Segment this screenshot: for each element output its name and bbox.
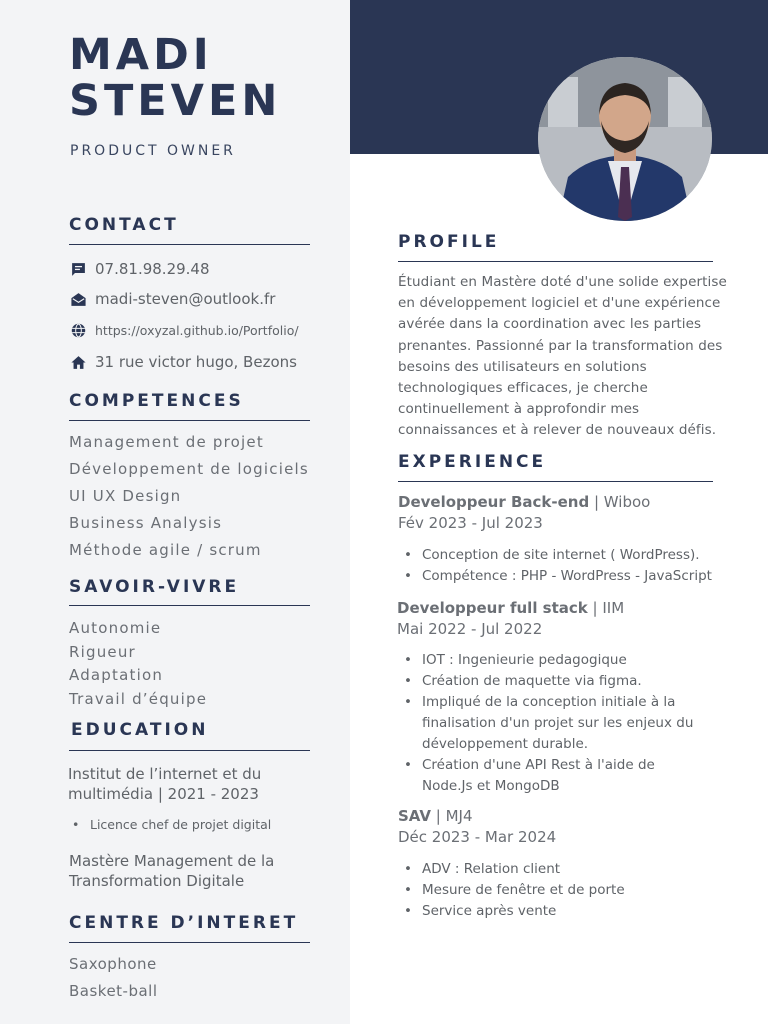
education-master (69, 851, 274, 891)
job-title: Developpeur full stack (397, 599, 588, 617)
first-name: MADI (69, 30, 213, 80)
contact-phone[interactable] (69, 260, 210, 278)
job-title: Developpeur Back-end (398, 493, 590, 511)
job-bullet: • ADV : Relation client (398, 859, 625, 880)
website-text: https://oxyzal.github.io/Portfolio/ (95, 322, 299, 338)
email-text: madi-steven@outlook.fr (95, 290, 276, 308)
contact-website[interactable] (69, 321, 299, 339)
education-bullet: • Licence chef de projet digital (66, 816, 271, 834)
contact-heading: CONTACT (69, 215, 179, 235)
profile-line: prenantes. Passionné par la transformation des (398, 337, 723, 354)
savoir-vivre-list (69, 619, 207, 713)
home-icon (69, 353, 87, 371)
job-bullet: • Mesure de fenêtre et de porte (398, 880, 625, 901)
job-title: PRODUCT OWNER (70, 143, 236, 159)
job-bullet-line: finalisation d'un projet sur les enjeux du (422, 715, 694, 731)
job-bullet (398, 692, 693, 755)
job-header (398, 492, 650, 534)
job-bullet-line: Impliqué de la conception initiale à la (422, 694, 676, 710)
job-header (397, 598, 624, 640)
savoir-vivre-item: Autonomie (69, 619, 162, 637)
interest-item: Basket-ball (69, 982, 158, 1000)
job-company: | IIM (587, 599, 625, 617)
competences-divider (69, 420, 310, 421)
job-bullet: • Service après vente (398, 901, 625, 922)
education-divider (69, 750, 310, 751)
profile-line: avérée dans la coordination avec les parties (398, 316, 702, 333)
profile-heading: PROFILE (398, 232, 500, 252)
competences-heading: COMPETENCES (69, 391, 244, 411)
job-dates: Fév 2023 - Jul 2023 (398, 514, 543, 532)
education-heading: EDUCATION (71, 720, 209, 740)
job-company: | MJ4 (431, 807, 473, 825)
competence-item: Méthode agile / scrum (69, 541, 262, 559)
envelope-icon (69, 290, 87, 308)
job-bullet-line: développement durable. (422, 736, 589, 752)
job-company: | Wiboo (589, 493, 651, 511)
job-bullet-line: Création d'une API Rest à l'aide de (422, 757, 655, 773)
school-line-2: multimédia | 2021 - 2023 (68, 785, 259, 803)
profile-line: continuellement à approfondir mes (398, 401, 640, 418)
competence-item: Management de projet (69, 433, 264, 451)
job-header (398, 806, 556, 848)
contact-divider (69, 244, 310, 245)
job-bullet: • IOT : Ingenieurie pedagogique (398, 650, 693, 671)
master-line-1: Mastère Management de la (69, 852, 275, 870)
profile-line: technologiques efficaces, je cherche (398, 380, 648, 397)
profile-line: Étudiant en Mastère doté d'une solide expertise (398, 274, 727, 290)
address-text: 31 rue victor hugo, Bezons (95, 353, 297, 371)
job-bullet: • Conception de site internet ( WordPress). (398, 545, 712, 566)
contact-address[interactable] (69, 353, 297, 371)
education-school (68, 764, 261, 804)
school-line-1: Institut de l’internet et du (68, 765, 262, 783)
savoir-vivre-item: Travail d’équipe (69, 689, 208, 708)
globe-icon (69, 321, 87, 339)
profile-line: connaissances et à relever de nouveaux défis. (398, 422, 717, 439)
full-name (69, 32, 281, 124)
profile-line: besoins des utilisateurs en solutions (398, 358, 647, 375)
competence-item: Business Analysis (69, 514, 223, 532)
job-dates: Mai 2022 - Jul 2022 (397, 620, 543, 638)
experience-divider (398, 481, 713, 482)
competences-list (69, 433, 309, 568)
job-bullet: • Compétence : PHP - WordPress - JavaScript (398, 566, 712, 587)
job-bullet: • Création de maquette via figma. (398, 671, 693, 692)
experience-heading: EXPERIENCE (398, 452, 547, 472)
competence-item: Développement de logiciels (69, 460, 309, 478)
profile-summary (398, 272, 727, 442)
master-line-2: Transformation Digitale (69, 872, 245, 890)
job-bullets (398, 545, 712, 587)
profile-photo (538, 57, 712, 221)
savoir-vivre-item: Adaptation (69, 666, 164, 684)
job-bullet-line: Node.Js et MongoDB (422, 778, 560, 794)
job-bullet (398, 755, 693, 797)
education-bullets (66, 816, 271, 834)
phone-text: 07.81.98.29.48 (95, 260, 210, 278)
savoir-vivre-item: Rigueur (69, 642, 136, 661)
contact-email[interactable] (69, 290, 275, 308)
job-bullets (398, 650, 693, 797)
savoir-vivre-divider (69, 605, 310, 606)
interest-item: Saxophone (69, 955, 157, 973)
profile-line: en développement logiciel et d'une expérience (398, 295, 721, 312)
interests-divider (69, 942, 310, 943)
interests-heading: CENTRE D’INTERET (69, 913, 299, 933)
interests-list (69, 955, 158, 1009)
last-name: STEVEN (69, 76, 282, 126)
savoir-vivre-heading: SAVOIR-VIVRE (69, 577, 240, 597)
chat-icon (69, 260, 87, 278)
job-bullets (398, 859, 625, 922)
competence-item: UI UX Design (69, 487, 182, 505)
job-dates: Déc 2023 - Mar 2024 (398, 828, 557, 846)
job-title: SAV (398, 807, 432, 825)
profile-divider (398, 261, 713, 262)
